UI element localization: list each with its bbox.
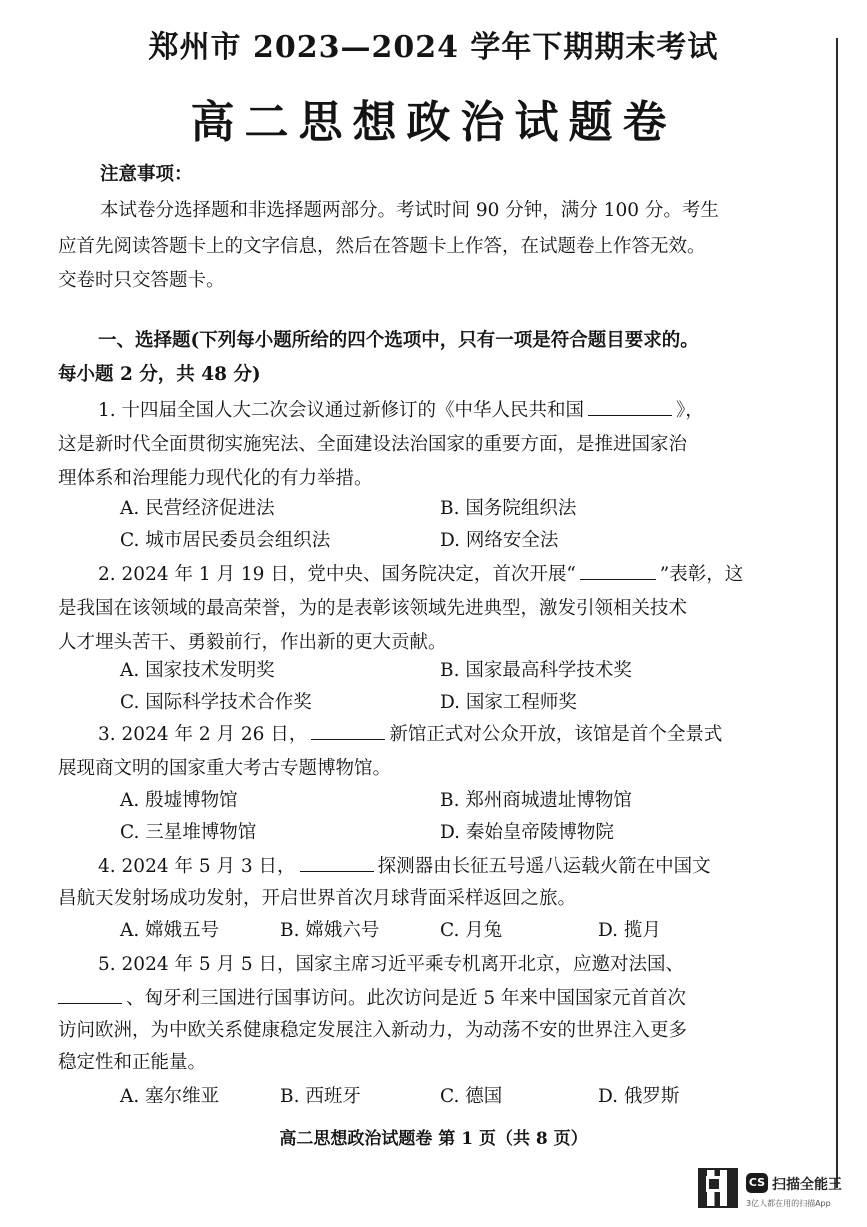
question-4-line: 昌航天发射场成功发射，开启世界首次月球背面采样返回之旅。 — [58, 888, 577, 909]
option-b: B. 西班牙 — [280, 1086, 361, 1107]
question-3-stem — [98, 720, 722, 746]
option-c: C. 德国 — [440, 1086, 503, 1107]
answer-blank — [580, 561, 656, 580]
page-edge-line — [836, 38, 838, 1188]
option-c: C. 国际科学技术合作奖 — [120, 692, 312, 713]
option-c: C. 城市居民委员会组织法 — [120, 530, 331, 551]
option-b: B. 国家最高科学技术奖 — [440, 660, 632, 681]
option-a: A. 国家技术发明奖 — [120, 660, 275, 681]
question-2-stem — [98, 560, 743, 586]
question-text: 新馆正式对公众开放，该馆是首个全景式 — [389, 724, 723, 745]
question-2-line: 是我国在该领域的最高荣誉，为的是表彰该领域先进典型，激发引领相关技术 — [58, 598, 688, 619]
option-c: C. 月兔 — [440, 920, 503, 941]
question-1-line: 这是新时代全面贯彻实施宪法、全面建设法治国家的重要方面，是推进国家治 — [58, 434, 688, 455]
option-d: D. 国家工程师奖 — [440, 692, 577, 713]
question-text: ”表彰，这 — [659, 564, 744, 585]
question-2-line: 人才埋头苦干、勇毅前行，作出新的更大贡献。 — [58, 632, 447, 653]
notice-line: 本试卷分选择题和非选择题两部分。考试时间 90 分钟，满分 100 分。考生 — [100, 200, 719, 221]
question-text: 1. 十四届全国人大二次会议通过新修订的《中华人民共和国 — [98, 400, 585, 421]
option-a: A. 殷墟博物馆 — [120, 790, 238, 811]
question-3-line: 展现商文明的国家重大考古专题博物馆。 — [58, 758, 392, 779]
notice-line: 应首先阅读答题卡上的文字信息，然后在答题卡上作答，在试题卷上作答无效。 — [58, 236, 706, 257]
option-d: D. 网络安全法 — [440, 530, 559, 551]
qr-code-icon — [698, 1168, 738, 1208]
notice-heading: 注意事项： — [100, 164, 193, 185]
section-heading: 一、选择题(下列每小题所给的四个选项中，只有一项是符合题目要求的。 — [98, 330, 699, 351]
notice-line: 交卷时只交答题卡。 — [58, 270, 225, 291]
answer-blank — [58, 985, 122, 1004]
question-5-line: 访问欧洲，为中欧关系健康稳定发展注入新动力，为动荡不安的世界注入更多 — [58, 1020, 688, 1041]
question-5-line: 稳定性和正能量。 — [58, 1052, 207, 1073]
question-text: 》， — [676, 400, 704, 421]
option-b: B. 郑州商城遗址博物馆 — [440, 790, 632, 811]
question-text: 、匈牙利三国进行国事访问。此次访问是近 5 年来中国国家元首首次 — [126, 988, 687, 1009]
question-text: 4. 2024 年 5 月 3 日， — [98, 856, 296, 877]
option-a: A. 民营经济促进法 — [120, 498, 275, 519]
scanner-brand: 扫描全能王 — [772, 1177, 842, 1193]
answer-blank — [300, 853, 374, 872]
scanner-slogan: 3亿人都在用的扫描App — [746, 1199, 831, 1208]
question-4-stem — [98, 852, 711, 878]
question-5-stem: 5. 2024 年 5 月 5 日，国家主席习近平乘专机离开北京，应邀对法国、 — [98, 954, 685, 975]
paper-title: 高二思想政治试题卷 — [190, 97, 677, 148]
question-text: 2. 2024 年 1 月 19 日，党中央、国务院决定，首次开展“ — [98, 564, 576, 585]
question-5-line — [58, 984, 686, 1010]
option-b: B. 嫦娥六号 — [280, 920, 380, 941]
question-1-line: 理体系和治理能力现代化的有力举措。 — [58, 468, 373, 489]
option-b: B. 国务院组织法 — [440, 498, 577, 519]
option-c: C. 三星堆博物馆 — [120, 822, 257, 843]
question-1-stem — [98, 396, 704, 422]
page-footer: 高二思想政治试题卷 第 1 页（共 8 页） — [279, 1129, 588, 1149]
section-heading-cont: 每小题 2 分，共 48 分) — [58, 364, 261, 385]
option-d: D. 秦始皇帝陵博物院 — [440, 822, 614, 843]
option-a: A. 塞尔维亚 — [120, 1086, 220, 1107]
question-text: 3. 2024 年 2 月 26 日， — [98, 724, 308, 745]
option-d: D. 揽月 — [598, 920, 661, 941]
option-d: D. 俄罗斯 — [598, 1086, 680, 1107]
answer-blank — [588, 397, 672, 416]
camscanner-logo-icon: CS — [746, 1173, 768, 1193]
answer-blank — [311, 721, 385, 740]
option-a: A. 嫦娥五号 — [120, 920, 220, 941]
exam-name: 郑州市 2023—2024 学年下期期末考试 — [148, 30, 719, 65]
question-text: 探测器由长征五号遥八运载火箭在中国文 — [377, 856, 711, 877]
